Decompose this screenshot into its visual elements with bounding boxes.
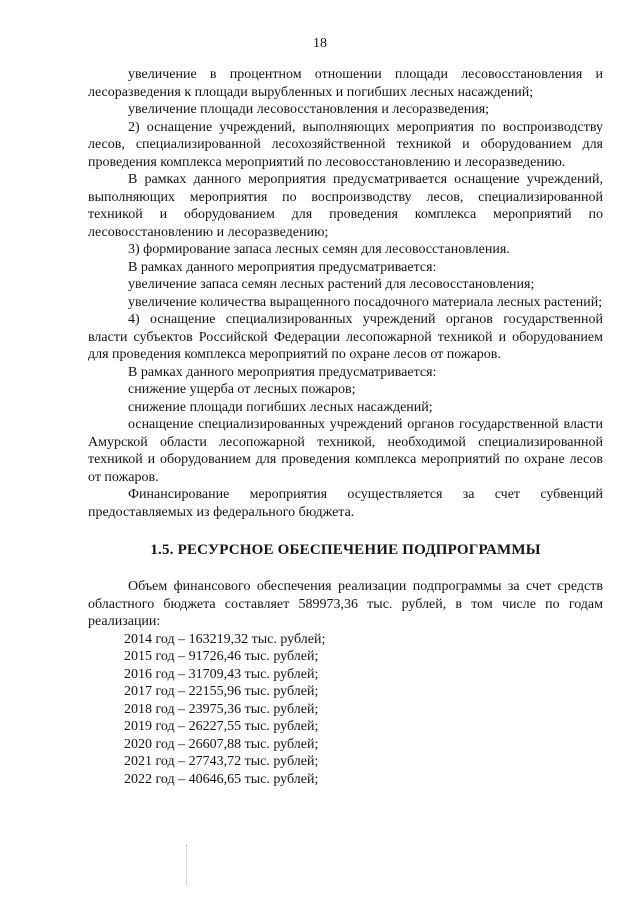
paragraph: увеличение площади лесовосстановления и лесоразведения; <box>128 102 490 117</box>
funding-year-item: 2019 год – 26227,55 тыс. рублей; <box>124 719 319 734</box>
paragraph: увеличение количества выращенного посадочного материала лесных растений; <box>128 294 603 310</box>
scan-artifact-dots <box>186 845 189 885</box>
paragraph: В рамках данного мероприятия предусматривается оснащение учреждений, выполняющих мероприятия по воспроизводству лесов, специализированной техникой и оборудованием для проведения комплекса мероприятий по лесовосстановлению и лесоразведению; <box>88 172 603 240</box>
paragraph: 4) оснащение специализированных учреждений органов государственной власти субъектов Российской Федерации лесопожарной техникой и оборудованием для проведения комплекса мероприятий по охране лесов от пожаров. <box>88 312 603 362</box>
funding-year-item: 2017 год – 22155,96 тыс. рублей; <box>124 684 319 699</box>
paragraph: 3) формирование запаса лесных семян для лесовосстановления. <box>128 242 510 257</box>
paragraph: снижение ущерба от лесных пожаров; <box>128 382 356 397</box>
funding-year-item: 2020 год – 26607,88 тыс. рублей; <box>124 736 319 752</box>
document-body <box>88 66 603 788</box>
funding-year-item: 2014 год – 163219,32 тыс. рублей; <box>124 631 326 647</box>
funding-year-item: 2016 год – 31709,43 тыс. рублей; <box>124 666 319 682</box>
paragraph: В рамках данного мероприятия предусматривается: <box>128 364 437 380</box>
funding-intro: Объем финансового обеспечения реализации подпрограммы за счет средств областного бюджета составляет 589973,36 тыс. рублей, в том числе по годам реализации: <box>88 579 603 629</box>
funding-year-list <box>88 631 603 789</box>
paragraph: В рамках данного мероприятия предусматривается: <box>128 259 437 275</box>
paragraph: Финансирование мероприятия осуществляется за счет субвенций предоставляемых из федерального бюджета. <box>88 487 603 520</box>
page-number: 18 <box>313 36 327 51</box>
paragraph: увеличение запаса семян лесных растений для лесовосстановления; <box>128 277 535 292</box>
paragraph: 2) оснащение учреждений, выполняющих мероприятия по воспроизводству лесов, специализированной лесохозяйственной техникой и оборудованием для проведения комплекса мероприятий по лесовосстановлению и лесоразведению. <box>88 119 603 170</box>
paragraph: снижение площади погибших лесных насаждений; <box>128 399 433 415</box>
paragraph: оснащение специализированных учреждений органов государственной власти Амурской области лесопожарной техникой, необходимой специализированной техникой и оборудованием для проведения комплекса мероприятий по охране лесов от пожаров. <box>88 417 603 485</box>
paragraph: увеличение в процентном отношении площади лесовосстановления и лесоразведения к площади вырубленных и погибших лесных насаждений; <box>88 67 603 100</box>
funding-year-item: 2018 год – 23975,36 тыс. рублей; <box>124 701 319 717</box>
funding-year-item: 2022 год – 40646,65 тыс. рублей; <box>124 771 319 787</box>
funding-year-item: 2021 год – 27743,72 тыс. рублей; <box>124 754 319 769</box>
funding-year-item: 2015 год – 91726,46 тыс. рублей; <box>124 649 319 664</box>
section-heading: 1.5. РЕСУРСНОЕ ОБЕСПЕЧЕНИЕ ПОДПРОГРАММЫ <box>150 542 541 558</box>
